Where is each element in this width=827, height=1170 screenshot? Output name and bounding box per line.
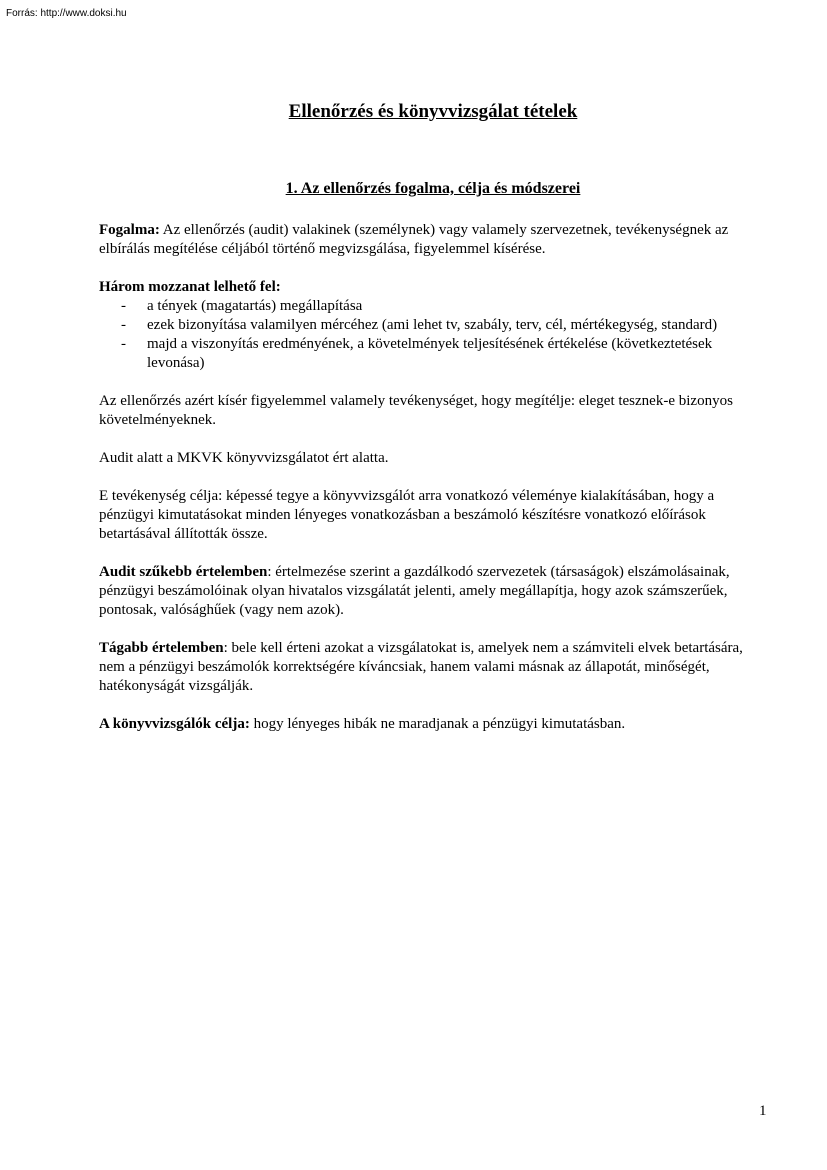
auditor-goal-paragraph (99, 715, 769, 734)
source-note: Forrás: http://www.doksi.hu (6, 8, 127, 19)
section-heading: 1. Az ellenőrzés fogalma, célja és módszerei (285, 180, 581, 197)
broad-sense-label: Tágabb értelemben (99, 640, 224, 656)
definition-label: Fogalma: (99, 222, 160, 238)
auditor-goal-label: A könyvvizsgálók célja: (99, 716, 250, 732)
narrow-sense-paragraph (99, 563, 769, 620)
list-item (121, 297, 769, 316)
broad-sense-text: : bele kell érteni azokat a vizsgálatokat is, amelyek nem a számviteli elvek betartására, nem a pénzügyi beszámolók korrektségére kíváncsiak, hanem valami másnak az állapotát, minőségét, hatékonyságát vizsgálják. (99, 640, 743, 694)
dash-bullet: - (121, 298, 126, 314)
mkvk-paragraph: Audit alatt a MKVK könyvvizsgálatot ért alatta. (99, 450, 389, 466)
list-item-text: majd a viszonyítás eredményének, a követelmények teljesítésének értékelése (következtetések levonása) (147, 336, 713, 371)
list-item (121, 335, 769, 373)
three-steps-heading: Három mozzanat lelhető fel: (99, 279, 281, 295)
purpose-paragraph: Az ellenőrzés azért kísér figyelemmel valamely tevékenységet, hogy megítélje: eleget tesznek-e bizonyos követelményeknek. (99, 393, 733, 428)
definition-paragraph (99, 221, 769, 259)
narrow-sense-text: : értelmezése szerint a gazdálkodó szervezetek (társaságok) elszámolásainak, pénzügyi beszámolóinak olyan hivatalos vizsgálatát jelenti, amely megállapítja, hogy azok számszerűek, pontosak, valósághűek (vagy nem azok). (99, 564, 730, 618)
auditor-goal-text: hogy lényeges hibák ne maradjanak a pénzügyi kimutatásban. (249, 716, 626, 732)
three-steps-list (99, 297, 769, 373)
goal-paragraph: E tevékenység célja: képessé tegye a könyvvizsgálót arra vonatkozó véleménye kialakításában, hogy a pénzügyi kimutatásokat minden lényeges vonatkozásban a beszámoló készítésre vonatkozó előírások betartásával állították össze. (99, 488, 715, 542)
broad-sense-paragraph (99, 639, 769, 696)
list-item-text: ezek bizonyítása valamilyen mércéhez (ami lehet tv, szabály, terv, cél, mértékegység, standard) (147, 317, 718, 333)
list-item-text: a tények (magatartás) megállapítása (147, 298, 363, 314)
dash-bullet: - (121, 336, 126, 352)
page-number: 1 (759, 1103, 767, 1119)
list-item (121, 316, 769, 335)
narrow-sense-label: Audit szűkebb értelemben (99, 564, 268, 580)
document-title: Ellenőrzés és könyvvizsgálat tételek (288, 101, 578, 122)
document-body (99, 221, 769, 753)
definition-text: Az ellenőrzés (audit) valakinek (személynek) vagy valamely szervezetnek, tevékenységnek az elbírálás megítélése céljából történő megvizsgálása, figyelemmel kísérése. (99, 222, 729, 257)
dash-bullet: - (121, 317, 126, 333)
